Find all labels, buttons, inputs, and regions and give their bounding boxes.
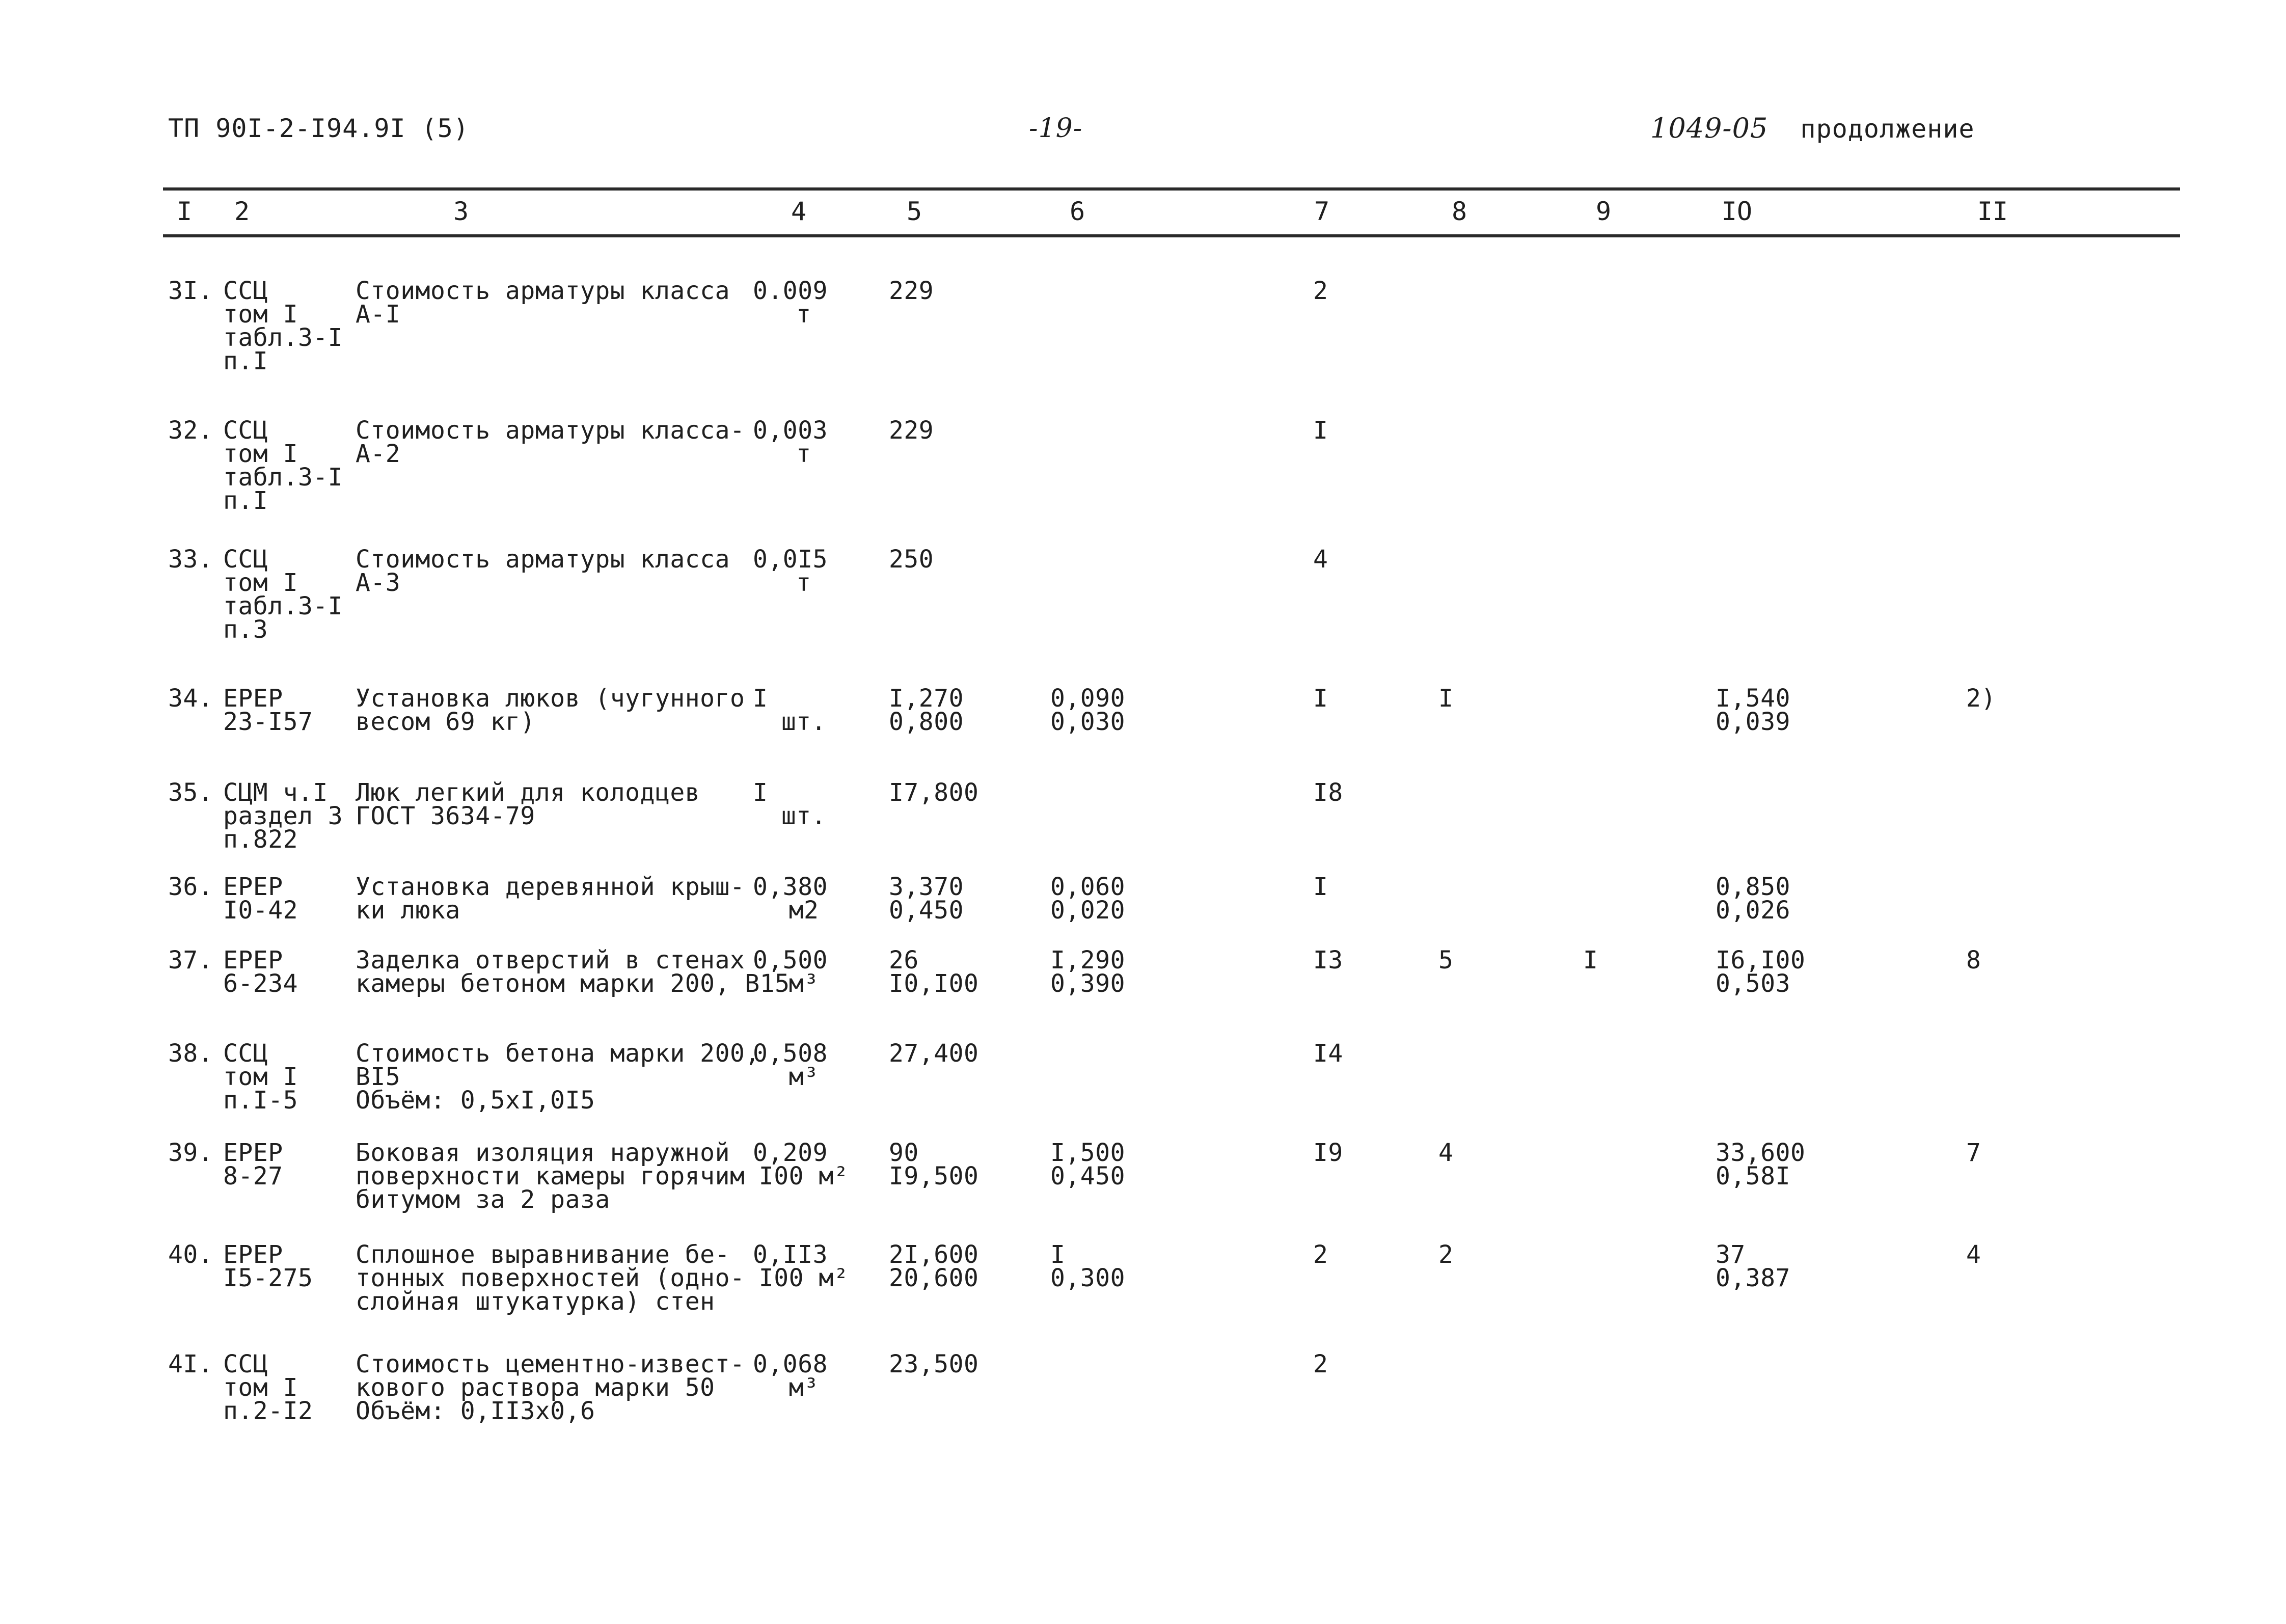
col5-value-line: 23,500 bbox=[889, 1350, 979, 1378]
col8-value bbox=[1438, 946, 1454, 975]
row-number bbox=[168, 684, 213, 713]
source-reference-line: п.2-I2 bbox=[223, 1397, 313, 1425]
quantity-unit bbox=[753, 1141, 865, 1188]
col6-value-line: I,500 bbox=[1050, 1139, 1125, 1167]
quantity-unit bbox=[753, 1039, 865, 1091]
work-description bbox=[356, 946, 790, 998]
work-description-line: поверхности камеры горячим bbox=[356, 1162, 745, 1190]
work-description-line: Установка деревянной крыш- bbox=[356, 873, 745, 901]
quantity-unit bbox=[753, 946, 865, 998]
source-reference-line: табл.3-I bbox=[223, 592, 343, 620]
quantity-unit bbox=[753, 1350, 865, 1402]
quantity-unit-line: м2 bbox=[788, 896, 819, 925]
source-reference-line: том I bbox=[223, 1373, 298, 1402]
col7-value-line: I9 bbox=[1313, 1139, 1343, 1167]
col5-value bbox=[889, 873, 964, 925]
page-number: -19- bbox=[1029, 113, 1083, 144]
column-header: 7 bbox=[1314, 197, 1330, 226]
col5-value-line: 90 bbox=[889, 1139, 919, 1167]
col7-value-line: I4 bbox=[1313, 1039, 1343, 1068]
work-description-line: Объём: 0,5хI,0I5 bbox=[356, 1086, 595, 1115]
source-reference-line: п.I bbox=[223, 486, 268, 515]
source-reference-line: раздел 3 bbox=[223, 802, 343, 830]
work-description-line: Заделка отверстий в стенах bbox=[356, 946, 745, 975]
col5-value-line: I0,I00 bbox=[889, 969, 979, 998]
work-description-line: A-I bbox=[356, 300, 401, 329]
quantity-unit-line: I00 м² bbox=[758, 1264, 849, 1292]
source-reference bbox=[223, 1141, 283, 1188]
row-number bbox=[168, 875, 213, 899]
col5-value bbox=[889, 778, 979, 807]
source-reference bbox=[223, 1240, 313, 1292]
col11-value bbox=[1966, 946, 1981, 975]
col5-value bbox=[889, 1352, 978, 1376]
row-number bbox=[168, 1352, 213, 1376]
source-reference-line: ССЦ bbox=[223, 1039, 268, 1068]
quantity-unit-line: т bbox=[796, 440, 811, 468]
column-header: 2 bbox=[234, 197, 250, 226]
col7-value bbox=[1313, 416, 1328, 445]
row-number-line: 40. bbox=[168, 1240, 213, 1269]
quantity-unit-line: 0,209 bbox=[753, 1139, 828, 1167]
col8-value-line: I bbox=[1438, 684, 1454, 713]
col11-value-line: 8 bbox=[1966, 946, 1981, 975]
col5-value-line: 27,400 bbox=[889, 1039, 979, 1068]
work-description-line: Стоимость арматуры класса bbox=[356, 545, 730, 574]
source-reference-line: ССЦ bbox=[223, 277, 268, 305]
work-description bbox=[356, 1039, 760, 1115]
source-reference-line: ЕРЕР bbox=[223, 1240, 283, 1269]
quantity-unit-line: шт. bbox=[781, 802, 827, 830]
work-description-line: A-3 bbox=[356, 569, 401, 597]
col7-value-line: 4 bbox=[1313, 545, 1328, 574]
work-description-line: Боковая изоляция наружной bbox=[356, 1139, 730, 1167]
row-number bbox=[168, 279, 213, 303]
work-description-line: тонных поверхностей (одно- bbox=[356, 1264, 745, 1292]
quantity-unit-line: 0,0I5 bbox=[753, 545, 828, 574]
column-header: 8 bbox=[1451, 197, 1467, 226]
source-reference bbox=[223, 1039, 298, 1115]
work-description-line: Установка люков (чугунного bbox=[356, 684, 745, 713]
col10-value-line: 37 bbox=[1716, 1240, 1746, 1269]
work-description bbox=[356, 545, 730, 597]
col5-value-line: 20,600 bbox=[889, 1264, 979, 1292]
row-number-line: 34. bbox=[168, 684, 213, 713]
col6-value-line: I bbox=[1050, 1240, 1066, 1269]
work-description-line: Люк легкий для колодцев bbox=[356, 778, 700, 807]
col7-value bbox=[1313, 946, 1343, 975]
col5-value-line: 2I,600 bbox=[889, 1240, 979, 1269]
col11-value-line: 7 bbox=[1966, 1139, 1981, 1167]
col10-value-line: 33,600 bbox=[1716, 1139, 1806, 1167]
work-description-line: Сплошное выравнивание бе- bbox=[356, 1240, 730, 1269]
source-reference-line: том I bbox=[223, 1063, 298, 1091]
quantity-unit-line: I bbox=[753, 684, 768, 713]
column-header: 3 bbox=[453, 197, 469, 226]
col10-value bbox=[1716, 684, 1790, 736]
col7-value bbox=[1313, 1240, 1328, 1269]
col5-value bbox=[889, 416, 934, 445]
col11-value-line: 4 bbox=[1966, 1240, 1981, 1269]
column-header: 4 bbox=[791, 197, 807, 226]
source-reference-line: СЦМ ч.I bbox=[223, 778, 328, 807]
col7-value bbox=[1313, 1141, 1343, 1165]
source-reference bbox=[223, 279, 343, 373]
source-reference-line: ССЦ bbox=[223, 545, 268, 574]
col9-value-line: I bbox=[1583, 946, 1598, 975]
col5-value bbox=[889, 1240, 979, 1292]
row-number-line: 4I. bbox=[168, 1350, 213, 1378]
quantity-unit-line: т bbox=[796, 569, 811, 597]
col5-value-line: 229 bbox=[889, 416, 934, 445]
work-description-line: Объём: 0,II3х0,6 bbox=[356, 1397, 595, 1425]
work-description bbox=[356, 873, 745, 925]
col7-value-line: I3 bbox=[1313, 946, 1343, 975]
col10-value-line: 0,039 bbox=[1716, 708, 1790, 736]
row-number bbox=[168, 1240, 213, 1269]
source-reference-line: I0-42 bbox=[223, 896, 298, 925]
work-description-line: кового раствора марки 50 bbox=[356, 1373, 715, 1402]
work-description-line: Стоимость цементно-извест- bbox=[356, 1350, 745, 1378]
source-reference-line: ЕРЕР bbox=[223, 873, 283, 901]
col7-value-line: I8 bbox=[1313, 778, 1343, 807]
source-reference-line: п.822 bbox=[223, 825, 298, 854]
source-reference-line: том I bbox=[223, 569, 298, 597]
source-reference bbox=[223, 684, 313, 736]
quantity-unit-line: 0,500 bbox=[753, 946, 828, 975]
quantity-unit bbox=[753, 778, 865, 830]
col7-value-line: I bbox=[1313, 416, 1328, 445]
row-number bbox=[168, 1039, 213, 1068]
col6-value-line: 0,030 bbox=[1050, 708, 1125, 736]
col6-value bbox=[1050, 684, 1125, 736]
col5-value bbox=[889, 946, 979, 998]
col5-value bbox=[889, 684, 964, 736]
col8-value-line: 2 bbox=[1438, 1240, 1454, 1269]
col5-value-line: 26 bbox=[889, 946, 919, 975]
column-header: 6 bbox=[1069, 197, 1085, 226]
col6-value bbox=[1050, 946, 1125, 998]
col6-value-line: 0,450 bbox=[1050, 1162, 1125, 1190]
col5-value-line: 250 bbox=[889, 545, 934, 574]
quantity-unit bbox=[753, 277, 865, 329]
source-reference-line: I5-275 bbox=[223, 1264, 313, 1292]
col10-value-line: 0,850 bbox=[1716, 873, 1790, 901]
quantity-unit-line: т bbox=[796, 300, 811, 329]
work-description bbox=[356, 277, 730, 329]
work-description-line: ки люка bbox=[356, 896, 460, 925]
col5-value-line: I7,800 bbox=[889, 778, 979, 807]
source-reference-line: табл.3-I bbox=[223, 463, 343, 492]
source-reference-line: ССЦ bbox=[223, 1350, 268, 1378]
col5-value-line: 0,450 bbox=[889, 896, 964, 925]
col10-value-line: 0,026 bbox=[1716, 896, 1790, 925]
source-reference bbox=[223, 1352, 313, 1423]
col11-value bbox=[1966, 1141, 1981, 1165]
quantity-unit-line: 0,003 bbox=[753, 416, 828, 445]
row-number-line: 3I. bbox=[168, 277, 213, 305]
col7-value bbox=[1313, 1039, 1343, 1068]
work-description-line: Стоимость арматуры класса- bbox=[356, 416, 745, 445]
col7-value-line: I bbox=[1313, 873, 1328, 901]
col5-value bbox=[889, 279, 934, 303]
work-description bbox=[356, 778, 700, 830]
work-description bbox=[356, 684, 745, 736]
work-description-line: битумом за 2 раза bbox=[356, 1185, 610, 1214]
source-reference-line: табл.3-I bbox=[223, 323, 343, 352]
work-description-line: камеры бетоном марки 200, В15 bbox=[356, 969, 790, 998]
document-code: ТП 90I-2-I94.9I (5) bbox=[168, 114, 469, 143]
source-reference-line: ЕРЕР bbox=[223, 684, 283, 713]
col6-value bbox=[1050, 1141, 1125, 1188]
col8-value-line: 4 bbox=[1438, 1139, 1454, 1167]
col7-value-line: I bbox=[1313, 684, 1328, 713]
work-description-line: ГОСТ 3634-79 bbox=[356, 802, 535, 830]
continuation-label: продолжение bbox=[1800, 114, 1975, 144]
col7-value bbox=[1313, 684, 1328, 713]
col6-value-line: 0,090 bbox=[1050, 684, 1125, 713]
col6-value-line: 0,300 bbox=[1050, 1264, 1125, 1292]
col5-value-line: I,270 bbox=[889, 684, 964, 713]
quantity-unit bbox=[753, 873, 865, 925]
col6-value-line: 0,060 bbox=[1050, 873, 1125, 901]
work-description-line: ВI5 bbox=[356, 1063, 401, 1091]
work-description bbox=[356, 1139, 745, 1214]
work-description-line: Стоимость арматуры класса bbox=[356, 277, 730, 305]
source-reference bbox=[223, 416, 343, 515]
quantity-unit bbox=[753, 545, 865, 597]
col7-value-line: 2 bbox=[1313, 1240, 1328, 1269]
col8-value bbox=[1438, 1240, 1454, 1269]
col7-value-line: 2 bbox=[1313, 1350, 1328, 1378]
source-reference-line: п.I bbox=[223, 347, 268, 375]
quantity-unit bbox=[753, 684, 865, 736]
row-number bbox=[168, 778, 213, 807]
col9-value bbox=[1583, 946, 1598, 975]
row-number bbox=[168, 545, 213, 574]
source-reference-line: п.I-5 bbox=[223, 1086, 298, 1115]
source-reference-line: 23-I57 bbox=[223, 708, 313, 736]
work-description-line: весом 69 кг) bbox=[356, 708, 535, 736]
work-description bbox=[356, 1240, 745, 1316]
col11-value bbox=[1966, 684, 1996, 713]
col11-value bbox=[1966, 1240, 1981, 1269]
column-header: II bbox=[1977, 197, 2008, 226]
column-header: I bbox=[176, 197, 193, 226]
column-header: 5 bbox=[906, 197, 922, 226]
source-reference-line: ЕРЕР bbox=[223, 946, 283, 975]
col8-value bbox=[1438, 1141, 1453, 1165]
col7-value bbox=[1313, 1352, 1328, 1376]
quantity-unit-line: I bbox=[753, 778, 768, 807]
col7-value-line: 2 bbox=[1313, 277, 1328, 305]
col10-value bbox=[1716, 946, 1806, 998]
work-description-line: A-2 bbox=[356, 440, 401, 468]
col5-value-line: 0,800 bbox=[889, 708, 964, 736]
quantity-unit-line: шт. bbox=[781, 708, 827, 736]
col11-value-line: 2) bbox=[1966, 684, 1996, 713]
col8-value bbox=[1438, 684, 1454, 713]
row-number bbox=[168, 1141, 213, 1165]
quantity-unit-line: 0,068 bbox=[753, 1350, 828, 1378]
source-reference bbox=[223, 946, 298, 998]
col10-value-line: I,540 bbox=[1716, 684, 1790, 713]
work-description bbox=[356, 1352, 745, 1423]
row-number-line: 32. bbox=[168, 416, 213, 445]
col7-value bbox=[1313, 545, 1328, 574]
col10-value-line: 0,387 bbox=[1716, 1264, 1790, 1292]
col10-value-line: 0,503 bbox=[1716, 969, 1790, 998]
row-number-line: 38. bbox=[168, 1039, 213, 1068]
col5-value bbox=[889, 1039, 979, 1068]
work-description-line: Стоимость бетона марки 200, bbox=[356, 1039, 760, 1068]
col10-value-line: I6,I00 bbox=[1716, 946, 1806, 975]
row-number-line: 36. bbox=[168, 873, 213, 901]
quantity-unit-line: 0,508 bbox=[753, 1039, 828, 1068]
quantity-unit-line: 0,II3 bbox=[753, 1240, 828, 1269]
row-number-line: 37. bbox=[168, 946, 213, 975]
quantity-unit bbox=[753, 1240, 865, 1292]
col5-value bbox=[889, 545, 934, 574]
row-number-line: 35. bbox=[168, 778, 213, 807]
source-reference-line: п.3 bbox=[223, 615, 268, 644]
col7-value bbox=[1313, 875, 1328, 899]
quantity-unit-line: 0,380 bbox=[753, 873, 828, 901]
column-header: 9 bbox=[1595, 197, 1612, 226]
source-reference-line: 6-234 bbox=[223, 969, 298, 998]
col10-value-line: 0,58I bbox=[1716, 1162, 1790, 1190]
row-number bbox=[168, 946, 213, 975]
work-description bbox=[356, 416, 745, 468]
source-reference-line: том I bbox=[223, 300, 298, 329]
col5-value bbox=[889, 1141, 978, 1188]
work-description-line: слойная штукатурка) стен bbox=[356, 1287, 715, 1316]
row-number-line: 39. bbox=[168, 1139, 213, 1167]
quantity-unit-line: м³ bbox=[788, 1373, 819, 1402]
col6-value bbox=[1050, 873, 1125, 925]
source-reference bbox=[223, 873, 298, 925]
col5-value-line: 229 bbox=[889, 277, 934, 305]
source-reference bbox=[223, 778, 343, 854]
col7-value bbox=[1313, 279, 1328, 303]
quantity-unit-line: м³ bbox=[788, 1063, 819, 1091]
quantity-unit-line: м³ bbox=[788, 969, 819, 998]
col10-value bbox=[1716, 1141, 1805, 1188]
source-reference-line: том I bbox=[223, 440, 298, 468]
col5-value-line: I9,500 bbox=[889, 1162, 979, 1190]
source-reference-line: 8-27 bbox=[223, 1162, 283, 1190]
col10-value bbox=[1716, 1240, 1790, 1292]
source-reference bbox=[223, 545, 343, 644]
column-header: IO bbox=[1721, 197, 1753, 226]
row-number-line: 33. bbox=[168, 545, 213, 574]
col6-value-line: 0,390 bbox=[1050, 969, 1125, 998]
col7-value bbox=[1313, 778, 1343, 807]
col8-value-line: 5 bbox=[1438, 946, 1454, 975]
col6-value-line: 0,020 bbox=[1050, 896, 1125, 925]
quantity-unit-line: I00 м² bbox=[758, 1162, 849, 1190]
col10-value bbox=[1716, 873, 1790, 925]
quantity-unit bbox=[753, 416, 865, 468]
handwritten-reference: 1049-05 bbox=[1650, 112, 1768, 144]
col6-value bbox=[1050, 1240, 1125, 1292]
quantity-unit-line: 0.009 bbox=[753, 277, 828, 305]
col5-value-line: 3,370 bbox=[889, 873, 964, 901]
source-reference-line: ЕРЕР bbox=[223, 1139, 283, 1167]
col6-value-line: I,290 bbox=[1050, 946, 1125, 975]
row-number bbox=[168, 416, 213, 445]
source-reference-line: ССЦ bbox=[223, 416, 268, 445]
